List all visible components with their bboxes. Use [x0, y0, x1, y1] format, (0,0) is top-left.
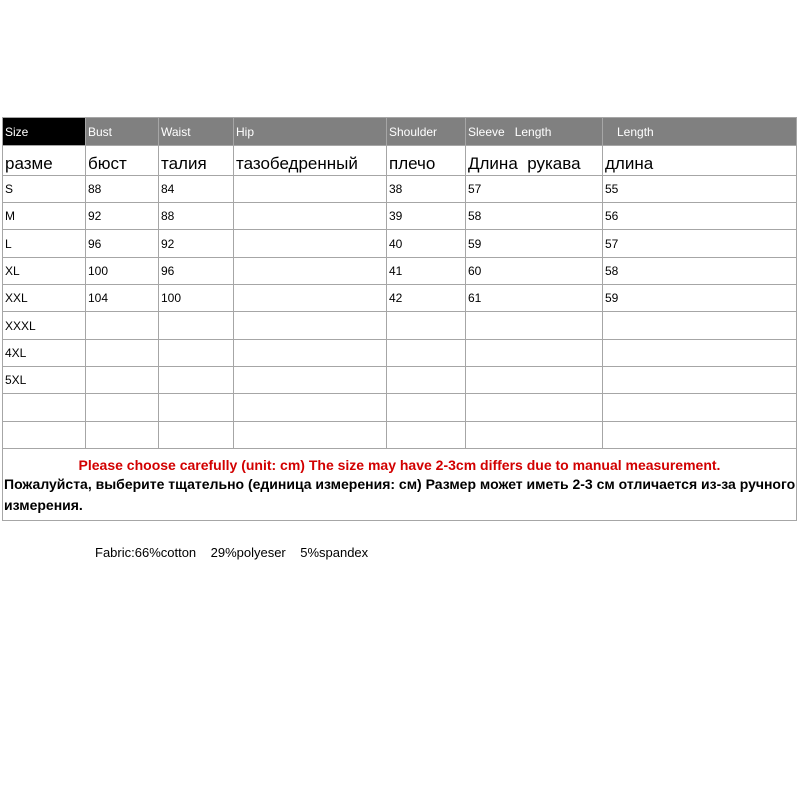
- header-bust: Bust: [86, 118, 159, 146]
- header-ru-bust: бюст: [86, 146, 159, 175]
- note-cell: [3, 449, 797, 521]
- cell-length: [603, 312, 797, 339]
- cell-length: [603, 339, 797, 366]
- cell-length: 59: [603, 285, 797, 312]
- cell-shoulder: 42: [387, 285, 466, 312]
- size-rows: [3, 175, 797, 448]
- header-size: Size: [3, 118, 86, 146]
- cell-bust: [86, 421, 159, 448]
- table-row: [3, 394, 797, 421]
- table-row: [3, 285, 797, 312]
- cell-size: XXXL: [3, 312, 86, 339]
- note-english: Please choose carefully (unit: cm) The size may have 2-3cm differs due to manual measurement.: [78, 457, 721, 474]
- header-row-english: [3, 118, 797, 146]
- cell-size: 4XL: [3, 339, 86, 366]
- cell-sleeve-length: 61: [466, 285, 603, 312]
- cell-size: M: [3, 203, 86, 230]
- fabric-composition: Fabric:66%cotton 29%polyeser 5%spandex: [95, 545, 369, 560]
- cell-waist: 84: [159, 175, 234, 202]
- header-ru-length: длина: [603, 146, 797, 175]
- cell-hip: [234, 339, 387, 366]
- cell-bust: [86, 367, 159, 394]
- cell-hip: [234, 257, 387, 284]
- cell-sleeve-length: 59: [466, 230, 603, 257]
- cell-bust: 88: [86, 175, 159, 202]
- cell-shoulder: [387, 421, 466, 448]
- cell-waist: [159, 312, 234, 339]
- table-row: [3, 339, 797, 366]
- header-waist: Waist: [159, 118, 234, 146]
- table-row: [3, 230, 797, 257]
- header-row-russian: [3, 146, 797, 175]
- cell-shoulder: 40: [387, 230, 466, 257]
- cell-bust: 100: [86, 257, 159, 284]
- cell-hip: [234, 203, 387, 230]
- cell-sleeve-length: 57: [466, 175, 603, 202]
- cell-waist: 88: [159, 203, 234, 230]
- cell-bust: [86, 312, 159, 339]
- table-row: [3, 421, 797, 448]
- header-shoulder: Shoulder: [387, 118, 466, 146]
- cell-hip: [234, 394, 387, 421]
- cell-length: 55: [603, 175, 797, 202]
- cell-length: [603, 367, 797, 394]
- cell-length: [603, 394, 797, 421]
- cell-size: L: [3, 230, 86, 257]
- cell-sleeve-length: [466, 312, 603, 339]
- cell-shoulder: 41: [387, 257, 466, 284]
- cell-bust: 92: [86, 203, 159, 230]
- cell-size: S: [3, 175, 86, 202]
- cell-hip: [234, 367, 387, 394]
- cell-shoulder: [387, 367, 466, 394]
- cell-sleeve-length: [466, 367, 603, 394]
- cell-sleeve-length: 60: [466, 257, 603, 284]
- cell-bust: 104: [86, 285, 159, 312]
- cell-waist: [159, 339, 234, 366]
- cell-sleeve-length: [466, 421, 603, 448]
- cell-size: [3, 394, 86, 421]
- cell-hip: [234, 421, 387, 448]
- cell-size: [3, 421, 86, 448]
- cell-sleeve-length: [466, 394, 603, 421]
- cell-size: 5XL: [3, 367, 86, 394]
- header-sleeve-length: Sleeve Length: [466, 118, 603, 146]
- cell-waist: [159, 394, 234, 421]
- cell-shoulder: 38: [387, 175, 466, 202]
- header-ru-sleeve-length: Длина рукава: [466, 146, 603, 175]
- cell-size: XXL: [3, 285, 86, 312]
- cell-waist: [159, 367, 234, 394]
- cell-waist: 92: [159, 230, 234, 257]
- cell-bust: [86, 394, 159, 421]
- cell-sleeve-length: [466, 339, 603, 366]
- cell-shoulder: [387, 312, 466, 339]
- cell-length: [603, 421, 797, 448]
- table-row: [3, 312, 797, 339]
- cell-sleeve-length: 58: [466, 203, 603, 230]
- cell-size: XL: [3, 257, 86, 284]
- header-hip: Hip: [234, 118, 387, 146]
- table-row: [3, 203, 797, 230]
- cell-bust: 96: [86, 230, 159, 257]
- cell-waist: 100: [159, 285, 234, 312]
- cell-shoulder: [387, 339, 466, 366]
- table-row: [3, 367, 797, 394]
- header-length: Length: [603, 118, 797, 146]
- table-row: [3, 175, 797, 202]
- cell-hip: [234, 312, 387, 339]
- header-ru-hip: тазобедренный: [234, 146, 387, 175]
- cell-length: 56: [603, 203, 797, 230]
- cell-length: 57: [603, 230, 797, 257]
- note-row: [3, 449, 797, 521]
- cell-waist: 96: [159, 257, 234, 284]
- cell-length: 58: [603, 257, 797, 284]
- cell-shoulder: [387, 394, 466, 421]
- cell-waist: [159, 421, 234, 448]
- cell-hip: [234, 175, 387, 202]
- cell-hip: [234, 285, 387, 312]
- size-chart-table: [2, 117, 797, 521]
- header-ru-size: разме: [3, 146, 86, 175]
- table-row: [3, 257, 797, 284]
- cell-bust: [86, 339, 159, 366]
- header-ru-waist: талия: [159, 146, 234, 175]
- cell-hip: [234, 230, 387, 257]
- header-ru-shoulder: плечо: [387, 146, 466, 175]
- cell-shoulder: 39: [387, 203, 466, 230]
- note-russian: Пожалуйста, выберите тщательно (единица измерения: см) Размер может иметь 2-3 см отличается из-за ручного измерения.: [4, 476, 796, 514]
